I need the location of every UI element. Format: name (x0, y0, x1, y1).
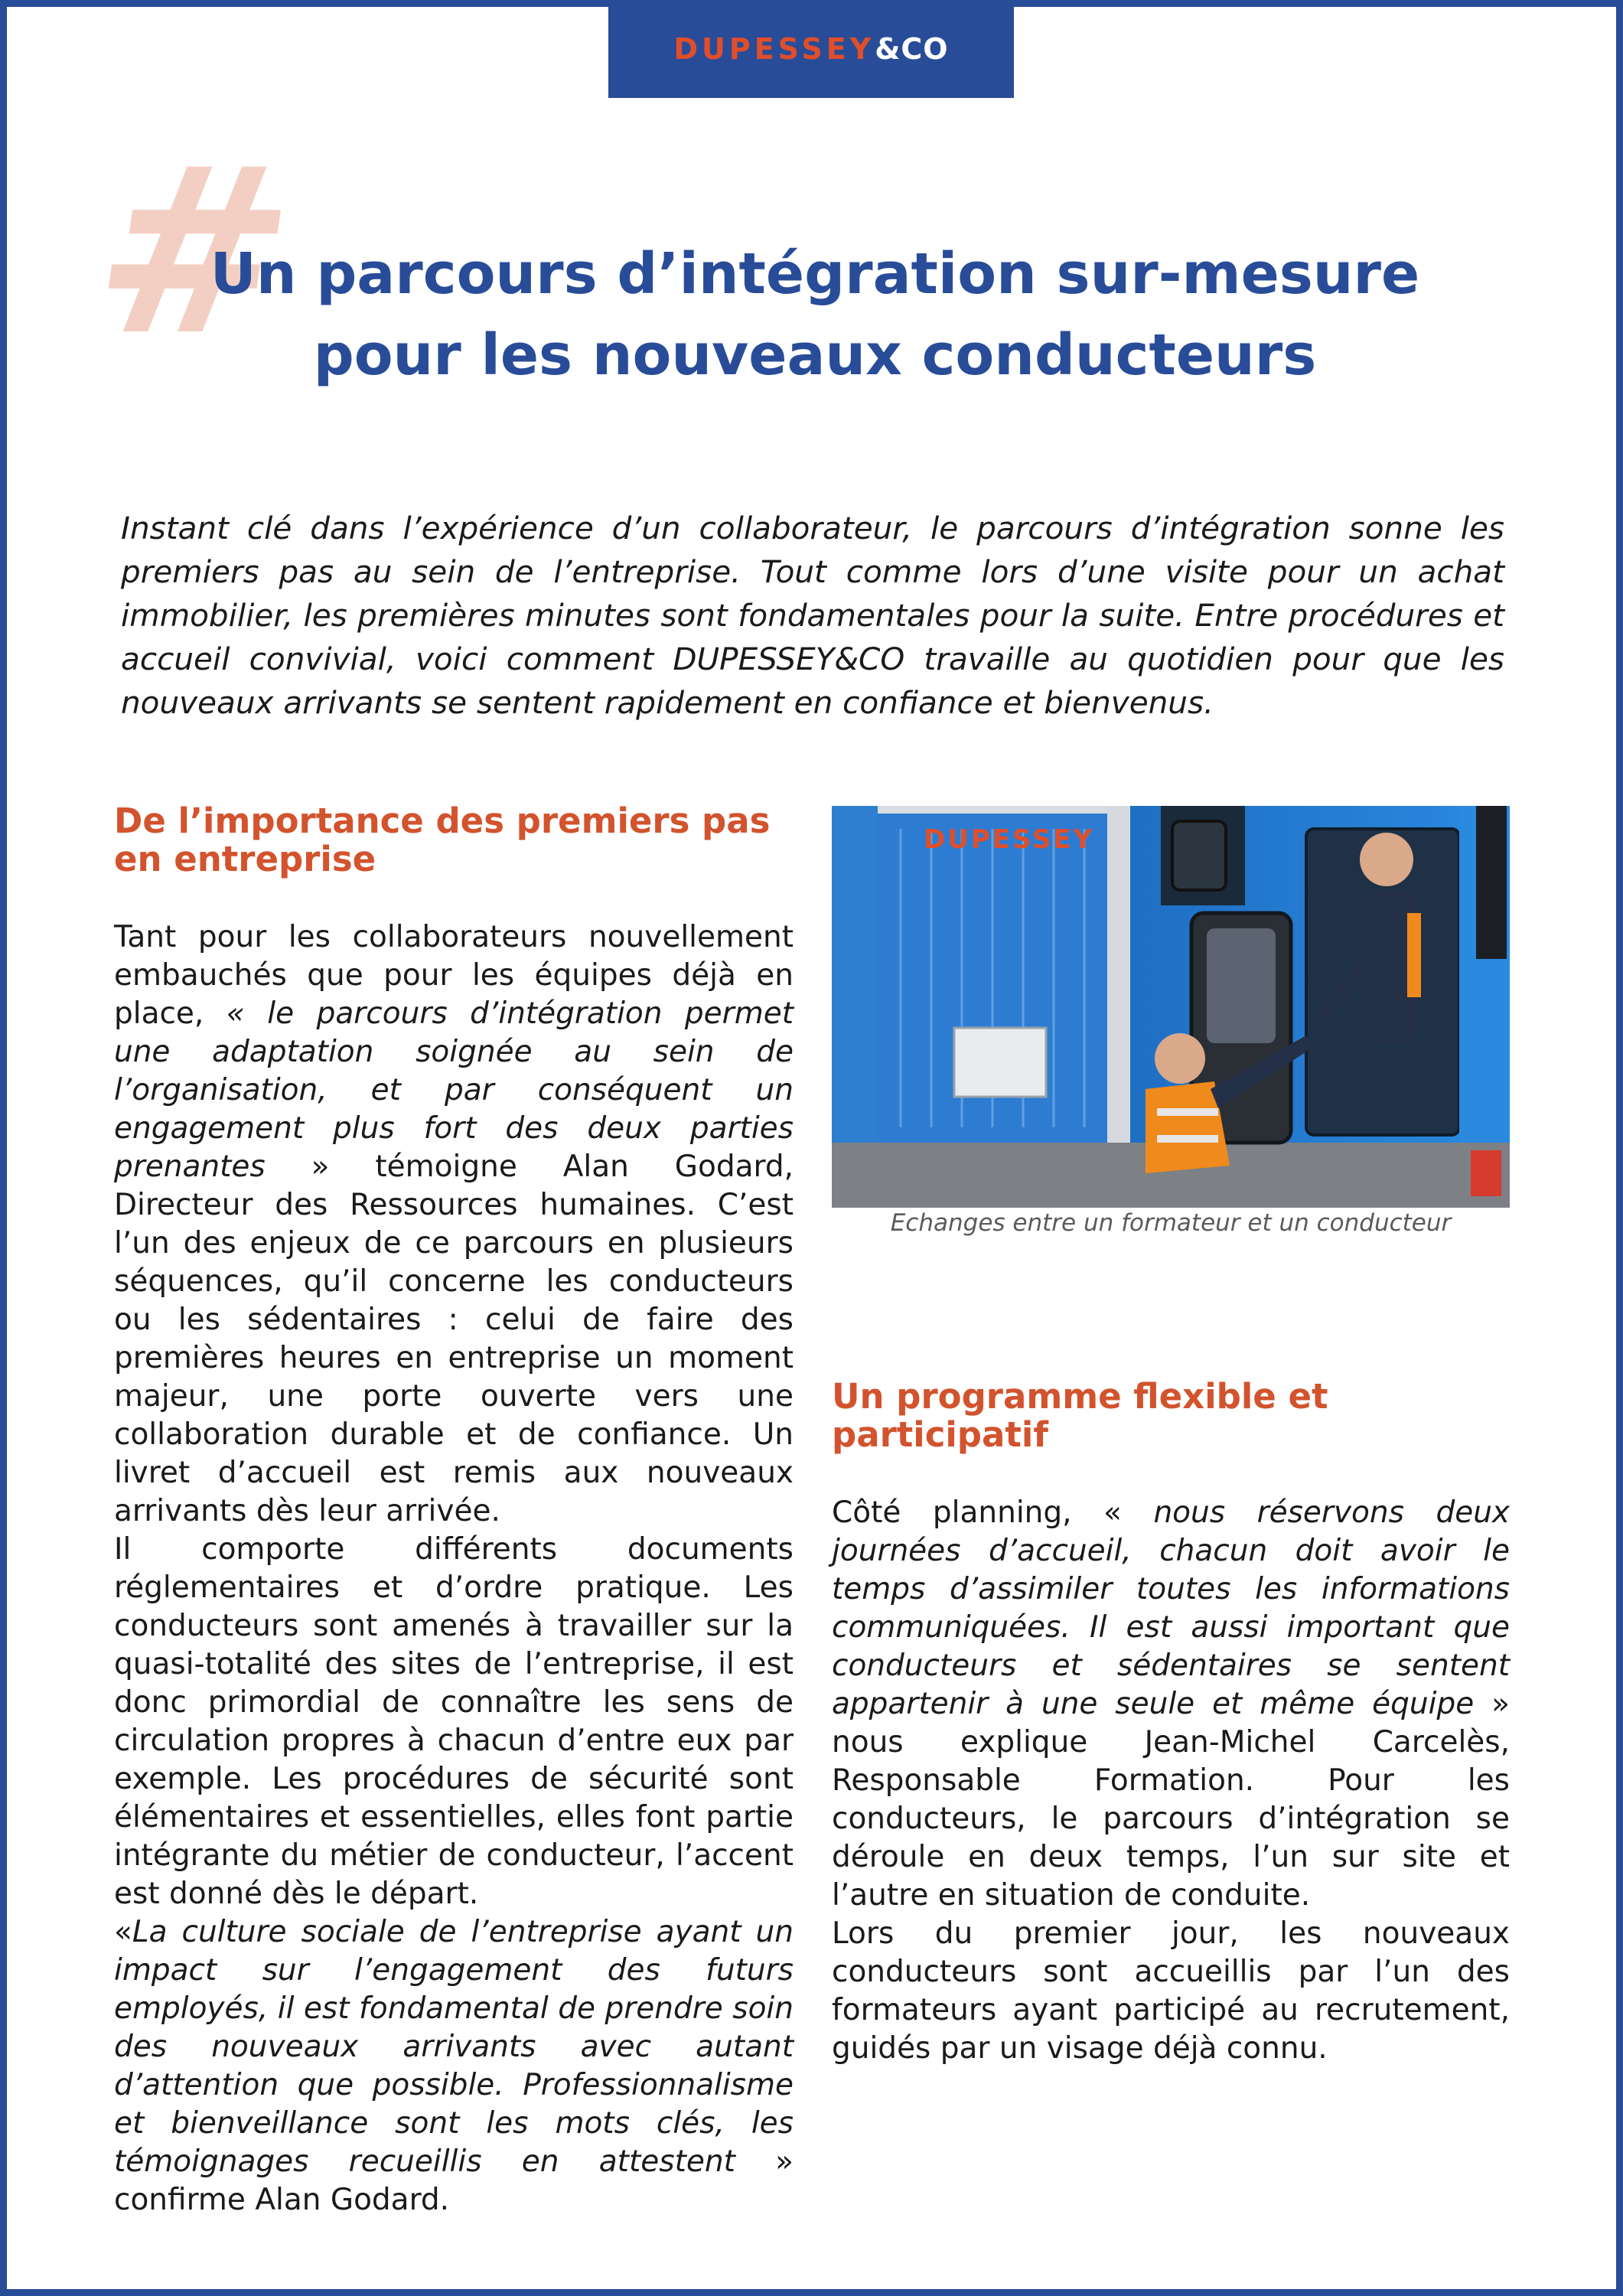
section1-p1-start: Tant pour les collaborateurs nouvellement embauchés que pour les équipes déjà en place, (114, 920, 794, 1031)
article-title (115, 233, 1515, 396)
section2-heading: Un programme flexible et participatif (832, 1376, 1328, 1455)
section1-p3-end: » confirme Alan Godard. (114, 2144, 794, 2217)
section1-p1-quote: « le parcours d’intégration permet une adaptation soignée au sein de l’organisation, et par conséquent un engagement plus fort des deux parties prenantes (114, 996, 794, 1184)
right-column (832, 806, 1510, 2068)
section1-paragraph-1 (114, 918, 794, 1531)
section2-p1-quote: nous réservons deux journées d’accueil, chacun doit avoir le temps d’assimiler toutes les informations communiquées. Il est aussi important que conducteurs et sédentaires se sentent appartenir à une seule et même équipe (832, 1495, 1510, 1721)
brand-logo (608, 0, 1014, 98)
article-photo (832, 806, 1510, 1208)
trailer-logo: DUPESSEY (924, 824, 1095, 855)
section2-p1-end: » nous explique Jean-Michel Carcelès, Responsable Formation. Pour les conducteurs, le parcours d’intégration se déroule en deux temps, l’un sur site et l’autre en situation de conduite. (832, 1687, 1510, 1913)
brand-name: DUPESSEY (673, 32, 875, 66)
section1-paragraph-3 (114, 1913, 794, 2219)
section2-p1-start: Côté planning, « (832, 1495, 1154, 1530)
section1-p3-quote: La culture sociale de l’entreprise ayant un impact sur l’engagement des futurs employés, il est fondamental de prendre soin des nouveaux arrivants avec autant d’attention que possible. Professionnalisme et bienveillance sont les mots clés, les témoignages recueillis en attestent (114, 1915, 794, 2179)
section1-p1-end: » témoigne Alan Godard, Directeur des Ressources humaines. C’est l’un des enjeux de ce parcours en plusieurs séquences, qu’il concerne les conducteurs ou les sédentaires : celui de faire des premières heures en entreprise un moment majeur, une porte ouverte vers une collaboration durable et de confiance. Un livret d’accueil est remis aux nouveaux arrivants dès leur arrivée. (114, 1150, 794, 1528)
section2-paragraph-1 (832, 1494, 1510, 1915)
title-line-1: Un parcours d’intégration sur-mesure (210, 241, 1420, 307)
truck-photo-illustration (832, 806, 1510, 1208)
intro-paragraph: Instant clé dans l’expérience d’un collaborateur, le parcours d’intégration sonne les premiers pas au sein de l’entreprise. Tout comme lors d’une visite pour un achat immobilier, les premières minutes sont fondamentales pour la suite. Entre procédures et accueil convivial, voici comment DUPESSEY&CO travaille au quotidien pour que les nouveaux arrivants se sentent rapidement en confiance et bienvenus. (121, 510, 1504, 721)
left-column (114, 802, 794, 2219)
section1-p3-open: « (114, 1915, 132, 1949)
hash-decoration: # (79, 119, 309, 386)
title-line-2: pour les nouveaux conducteurs (313, 322, 1317, 388)
section1-heading: De l’importance des premiers pas en entreprise (114, 801, 771, 879)
section2-paragraph-2: Lors du premier jour, les nouveaux conducteurs sont accueillis par l’un des formateurs ayant participé au recrutement, guidés par un visage déjà connu. (832, 1916, 1510, 2066)
brand-suffix: &CO (875, 32, 949, 66)
section1-paragraph-2: Il comporte différents documents réglementaires et d’ordre pratique. Les conducteurs sont amenés à travailler sur la quasi-totalité des sites de l’entreprise, il est donc primordial de connaître les sens de circulation propres à chacun d’entre eux par exemple. Les procédures de sécurité sont élémentaires et essentielles, elles font partie intégrante du métier de conducteur, l’accent est donné dès le départ. (114, 1532, 794, 1911)
photo-caption: Echanges entre un formateur et un conducteur (890, 1209, 1452, 1237)
